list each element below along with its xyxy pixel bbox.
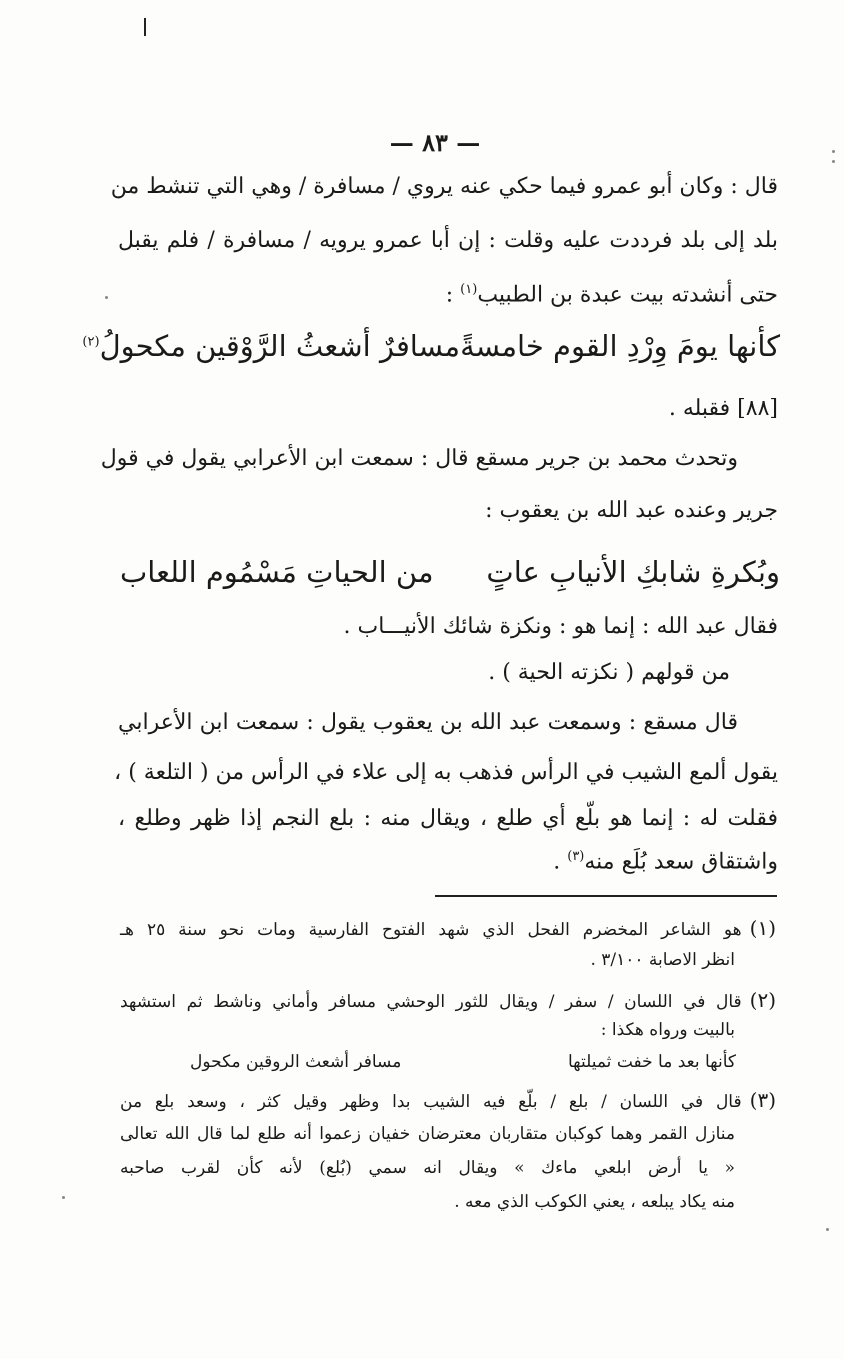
body-line: فقلت له : إنما هو بلّع أي طلع ، ويقال منه : بلع النجم إذا ظهر وطلع ، [118,806,778,831]
footnote-text: قال في اللسان / بلع / بلّع فيه الشيب بدا وظهر وقيل كثر ، وسعد بلع من [120,1092,742,1112]
footnote-number: (١) [749,916,776,940]
verse-text: مسافرٌ أشعثُ الرَّوْقين مكحولُ [99,329,461,363]
scan-speck [832,150,835,153]
body-line: فقال عبد الله : إنما هو : ونكزة شائك الأنيـــاب . [343,614,778,639]
scan-speck [62,1196,65,1199]
body-line: يقول ألمع الشيب في الرأس فذهب به إلى علاء في الرأس من ( التلعة ) ، [114,760,778,785]
body-line: قال : وكان أبو عمرو فيما حكي عنه يروي / مسافرة / وهي التي تنشط من [110,174,778,199]
body-line [300,283,778,306]
footnote-verse-second: مسافر أشعث الروقين مكحول [190,1052,402,1072]
body-line: [٨٨] فقبله . [668,396,778,421]
body-text: حتى أنشدته بيت عبدة بن الطبيب [477,282,778,308]
body-line: وتحدث محمد بن جرير مسقع قال : سمعت ابن الأعرابي يقول في قول [100,446,738,471]
body-text: : [445,282,461,308]
footnote-verse-first: كأنها بعد ما خفت ثميلتها [567,1052,736,1072]
verse-hemistich-first: كأنها يومَ وِرْدِ القوم خامسةً [460,329,780,363]
footnote-line [120,1090,776,1111]
footnote-line: بالبيت ورواه هكذا : [600,1020,735,1040]
body-line [400,850,778,873]
footnote-ref: (٢) [82,334,100,350]
footnote-number: (٢) [749,988,776,1012]
verse-line [82,329,780,363]
body-line: بلد إلى بلد فرددت عليه وقلت : إن أبا عمرو يرويه / مسافرة / فلم يقبل [118,228,778,253]
body-text: . [553,849,568,875]
body-line: قال مسقع : وسمعت عبد الله بن يعقوب يقول : سمعت ابن الأعرابي [118,710,738,735]
footnote-line: « يا أرض ابلعي ماءك » ويقال انه سمي (بُلع) لأنه كأن لقرب صاحبه [120,1158,735,1178]
footnote-line: منازل القمر وهما كوكبان متقاربان معترضان خفيان زعموا أنه طلع لما قال الله تعالى [120,1124,735,1144]
footnote-text: قال في اللسان / سفر / ويقال للثور الوحشي مسافر وأماني وناشط ثم استشهد [120,992,742,1012]
page-number: — ٨٣ — [389,128,481,157]
footnote-number: (٣) [749,1088,776,1112]
verse-hemistich-first: وبُكرةِ شابكِ الأنيابِ عاتٍ [486,555,780,589]
footnote-line: انظر الاصابة ٣/١٠٠ . [590,950,735,970]
footnote-line [120,990,776,1011]
body-line: جرير وعنده عبد الله بن يعقوب : [485,498,778,523]
scan-speck [105,296,108,299]
footnote-line [120,918,776,939]
scan-speck [832,160,835,163]
scan-speck [826,1228,829,1231]
footnote-line: منه يكاد يبلعه ، يعني الكوكب الذي معه . [454,1192,735,1212]
margin-mark [144,18,146,36]
footnote-ref: (١) [460,282,478,297]
footnote-text: هو الشاعر المخضرم الفحل الذي شهد الفتوح الفارسية ومات نحو سنة ٢٥ هـ [120,920,742,940]
footnote-ref: (٣) [567,849,585,864]
footnote-divider [435,895,777,897]
verse-hemistich-second: من الحياتِ مَسْمُوم اللعاب [120,555,434,589]
verse-hemistich-second [82,329,461,363]
body-text: واشتقاق سعد بُلَع منه [584,849,778,875]
verse-line [120,555,780,589]
body-line: من قولهم ( نكزته الحية ) . [488,660,730,685]
footnote-verse [190,1052,736,1072]
